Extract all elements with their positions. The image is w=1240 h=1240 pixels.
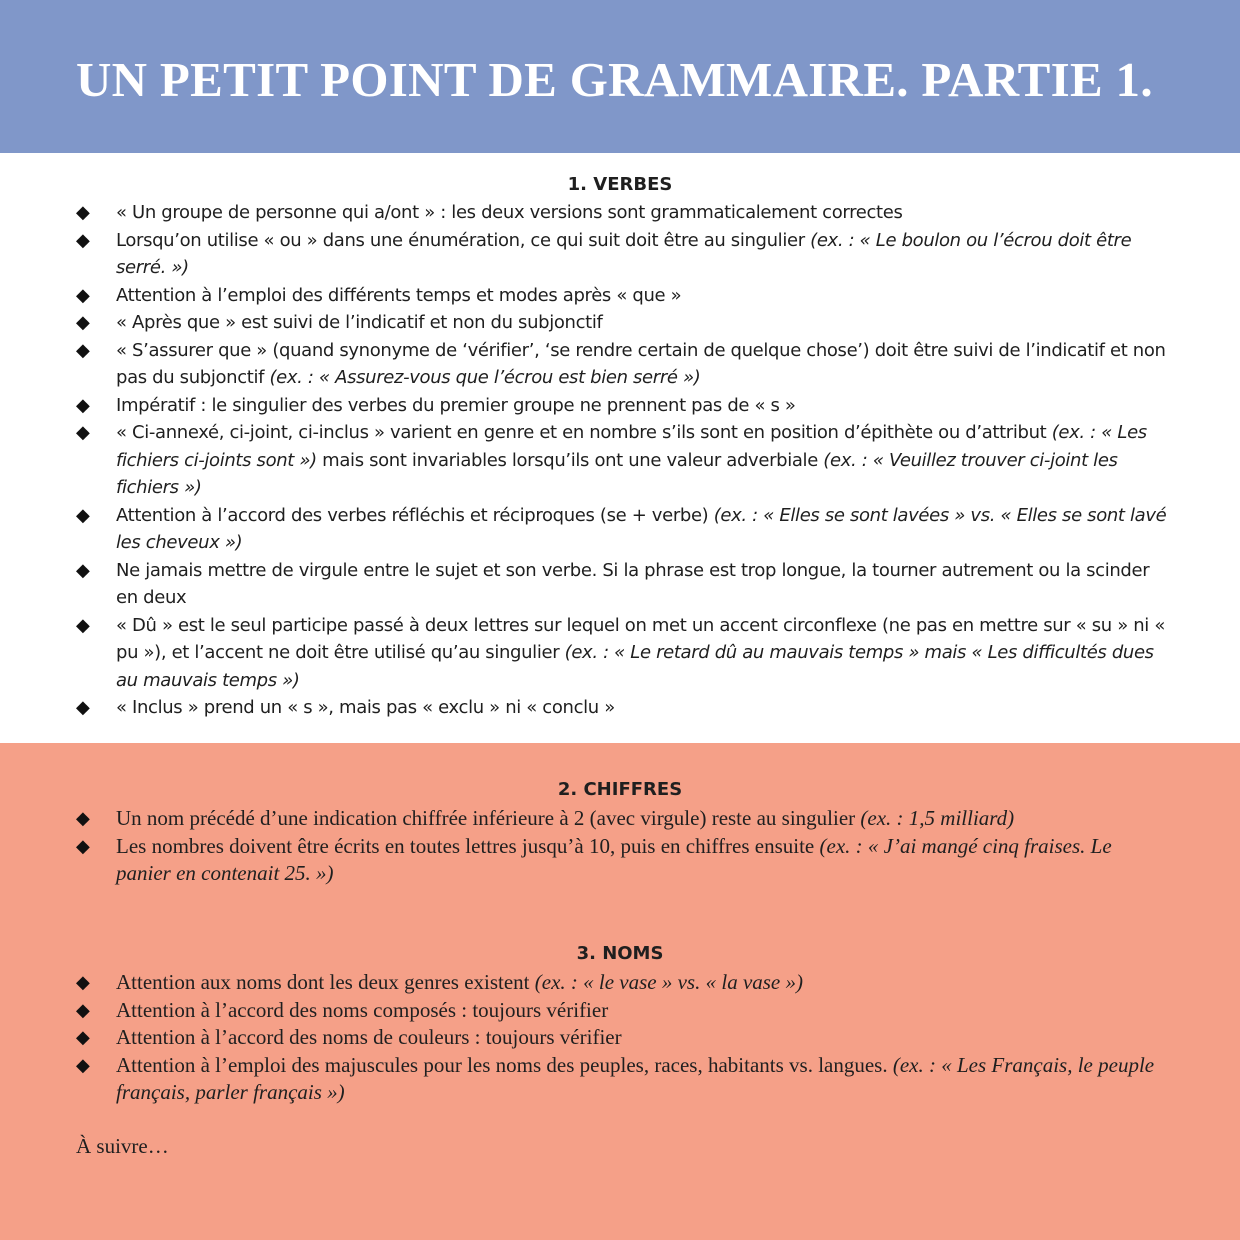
- section-verbes: [0, 153, 1240, 743]
- list-noms: [0, 969, 1240, 1107]
- diamond-bullet-icon: ◆: [76, 229, 90, 251]
- list-item: [0, 805, 1240, 833]
- item-text: Lorsqu’on utilise « ou » dans une énumération, ce qui suit doit être au singulier: [116, 229, 811, 251]
- diamond-bullet-icon: ◆: [76, 1054, 90, 1076]
- continued-note: À suivre…: [76, 1134, 169, 1158]
- item-text: Attention à l’accord des noms composés : toujours vérifier: [116, 997, 609, 1022]
- item-text: Attention à l’emploi des majuscules pour les noms des peuples, races, habitants vs. langues.: [116, 1052, 893, 1077]
- diamond-bullet-icon: ◆: [76, 697, 90, 718]
- list-item: [0, 997, 1240, 1025]
- list-item: [0, 1024, 1240, 1052]
- section-bottom: [0, 743, 1240, 1240]
- list-item: [0, 309, 1240, 337]
- item-text: Attention à l’accord des verbes réfléchis et réciproques (se + verbe): [116, 504, 714, 526]
- diamond-bullet-icon: ◆: [76, 1027, 90, 1048]
- item-text: « Dû » est le seul participe passé à deux lettres sur lequel on met un accent circonflexe (ne pas en mettre sur « su » ni « pu »), et l’accent ne doit être utilisé qu’au singulier: [116, 614, 1165, 663]
- item-text: « Un groupe de personne qui a/ont » : les deux versions sont grammaticalement correctes: [116, 202, 903, 223]
- diamond-bullet-icon: ◆: [76, 284, 90, 306]
- diamond-bullet-icon: ◆: [76, 999, 90, 1021]
- item-text: « Inclus » prend un « s », mais pas « exclu » ni « conclu »: [116, 697, 615, 718]
- diamond-bullet-icon: ◆: [76, 422, 90, 443]
- list-item: [0, 419, 1240, 502]
- diamond-bullet-icon: ◆: [76, 504, 90, 526]
- item-text: « S’assurer que » (quand synonyme de ‘vérifier’, ‘se rendre certain de quelque chose’) doit être suivi de l’indicatif et non pas du subjonctif: [116, 339, 1166, 388]
- list-item: [0, 337, 1240, 392]
- section-title-noms: 3. NOMS: [576, 943, 664, 964]
- list-item: [0, 282, 1240, 310]
- section-title-verbes: 1. VERBES: [567, 174, 673, 195]
- list-item: [0, 557, 1240, 612]
- item-text: « Ci-annexé, ci-joint, ci-inclus » varient en genre et en nombre s’ils sont en position d’épithète ou d’attribut: [116, 422, 1052, 443]
- diamond-bullet-icon: ◆: [76, 808, 90, 829]
- item-text: Les nombres doivent être écrits en toutes lettres jusqu’à 10, puis en chiffres ensuite: [116, 833, 820, 858]
- list-chiffres: [0, 805, 1240, 888]
- diamond-bullet-icon: ◆: [76, 835, 90, 857]
- diamond-bullet-icon: ◆: [76, 339, 90, 361]
- list-item: [0, 833, 1240, 888]
- item-text: Un nom précédé d’une indication chiffrée inférieure à 2 (avec virgule) reste au singulier: [116, 806, 861, 830]
- list-item: [0, 612, 1240, 695]
- item-example: (ex. : « le vase » vs. « la vase »): [534, 970, 803, 994]
- list-item: [0, 502, 1240, 557]
- item-text: « Après que » est suivi de l’indicatif et non du subjonctif: [116, 312, 603, 333]
- item-example: (ex. : « Les Français, le peuple français, parler français »): [116, 1052, 1155, 1104]
- diamond-bullet-icon: ◆: [76, 559, 90, 581]
- item-example: (ex. : « Le retard dû au mauvais temps » mais « Les difficultés dues au mauvais temps »): [116, 642, 1154, 691]
- page-title: UN PETIT POINT DE GRAMMAIRE. PARTIE 1.: [76, 52, 1153, 107]
- item-example: (ex. : « J’ai mangé cinq fraises. Le panier en contenait 25. »): [116, 833, 1112, 885]
- diamond-bullet-icon: ◆: [76, 202, 90, 223]
- item-text: Ne jamais mettre de virgule entre le sujet et son verbe. Si la phrase est trop longue, la tourner autrement ou la scinder en deux: [116, 559, 1150, 608]
- item-example-continued: (ex. : « Veuillez trouver ci-joint les fichiers »): [116, 449, 1118, 498]
- list-item: [0, 199, 1240, 227]
- diamond-bullet-icon: ◆: [76, 972, 90, 993]
- list-item: [0, 969, 1240, 997]
- item-example: (ex. : « Le boulon ou l’écrou doit être serré. »): [116, 229, 1132, 278]
- list-item: [0, 392, 1240, 420]
- diamond-bullet-icon: ◆: [76, 614, 90, 636]
- item-example: (ex. : « Les fichiers ci-joints sont »): [116, 422, 1147, 471]
- diamond-bullet-icon: ◆: [76, 394, 90, 416]
- diamond-bullet-icon: ◆: [76, 312, 90, 333]
- list-verbes: [0, 199, 1240, 722]
- item-text-continued: mais sont invariables lorsqu’ils ont une valeur adverbiale: [316, 449, 824, 471]
- item-text: Impératif : le singulier des verbes du premier groupe ne prennent pas de « s »: [116, 394, 796, 416]
- list-item: [0, 227, 1240, 282]
- item-text: Attention à l’emploi des différents temps et modes après « que »: [116, 284, 682, 306]
- list-item: [0, 694, 1240, 722]
- item-text: Attention aux noms dont les deux genres existent: [116, 970, 535, 994]
- item-example: (ex. : 1,5 milliard): [860, 806, 1015, 830]
- section-title-chiffres: 2. CHIFFRES: [557, 779, 683, 800]
- item-text: Attention à l’accord des noms de couleurs : toujours vérifier: [116, 1025, 622, 1049]
- item-example: (ex. : « Assurez-vous que l’écrou est bien serré »): [269, 367, 701, 388]
- item-example: (ex. : « Elles se sont lavées » vs. « Elles se sont lavé les cheveux »): [116, 504, 1167, 553]
- list-item: [0, 1052, 1240, 1107]
- header-banner: [0, 0, 1240, 153]
